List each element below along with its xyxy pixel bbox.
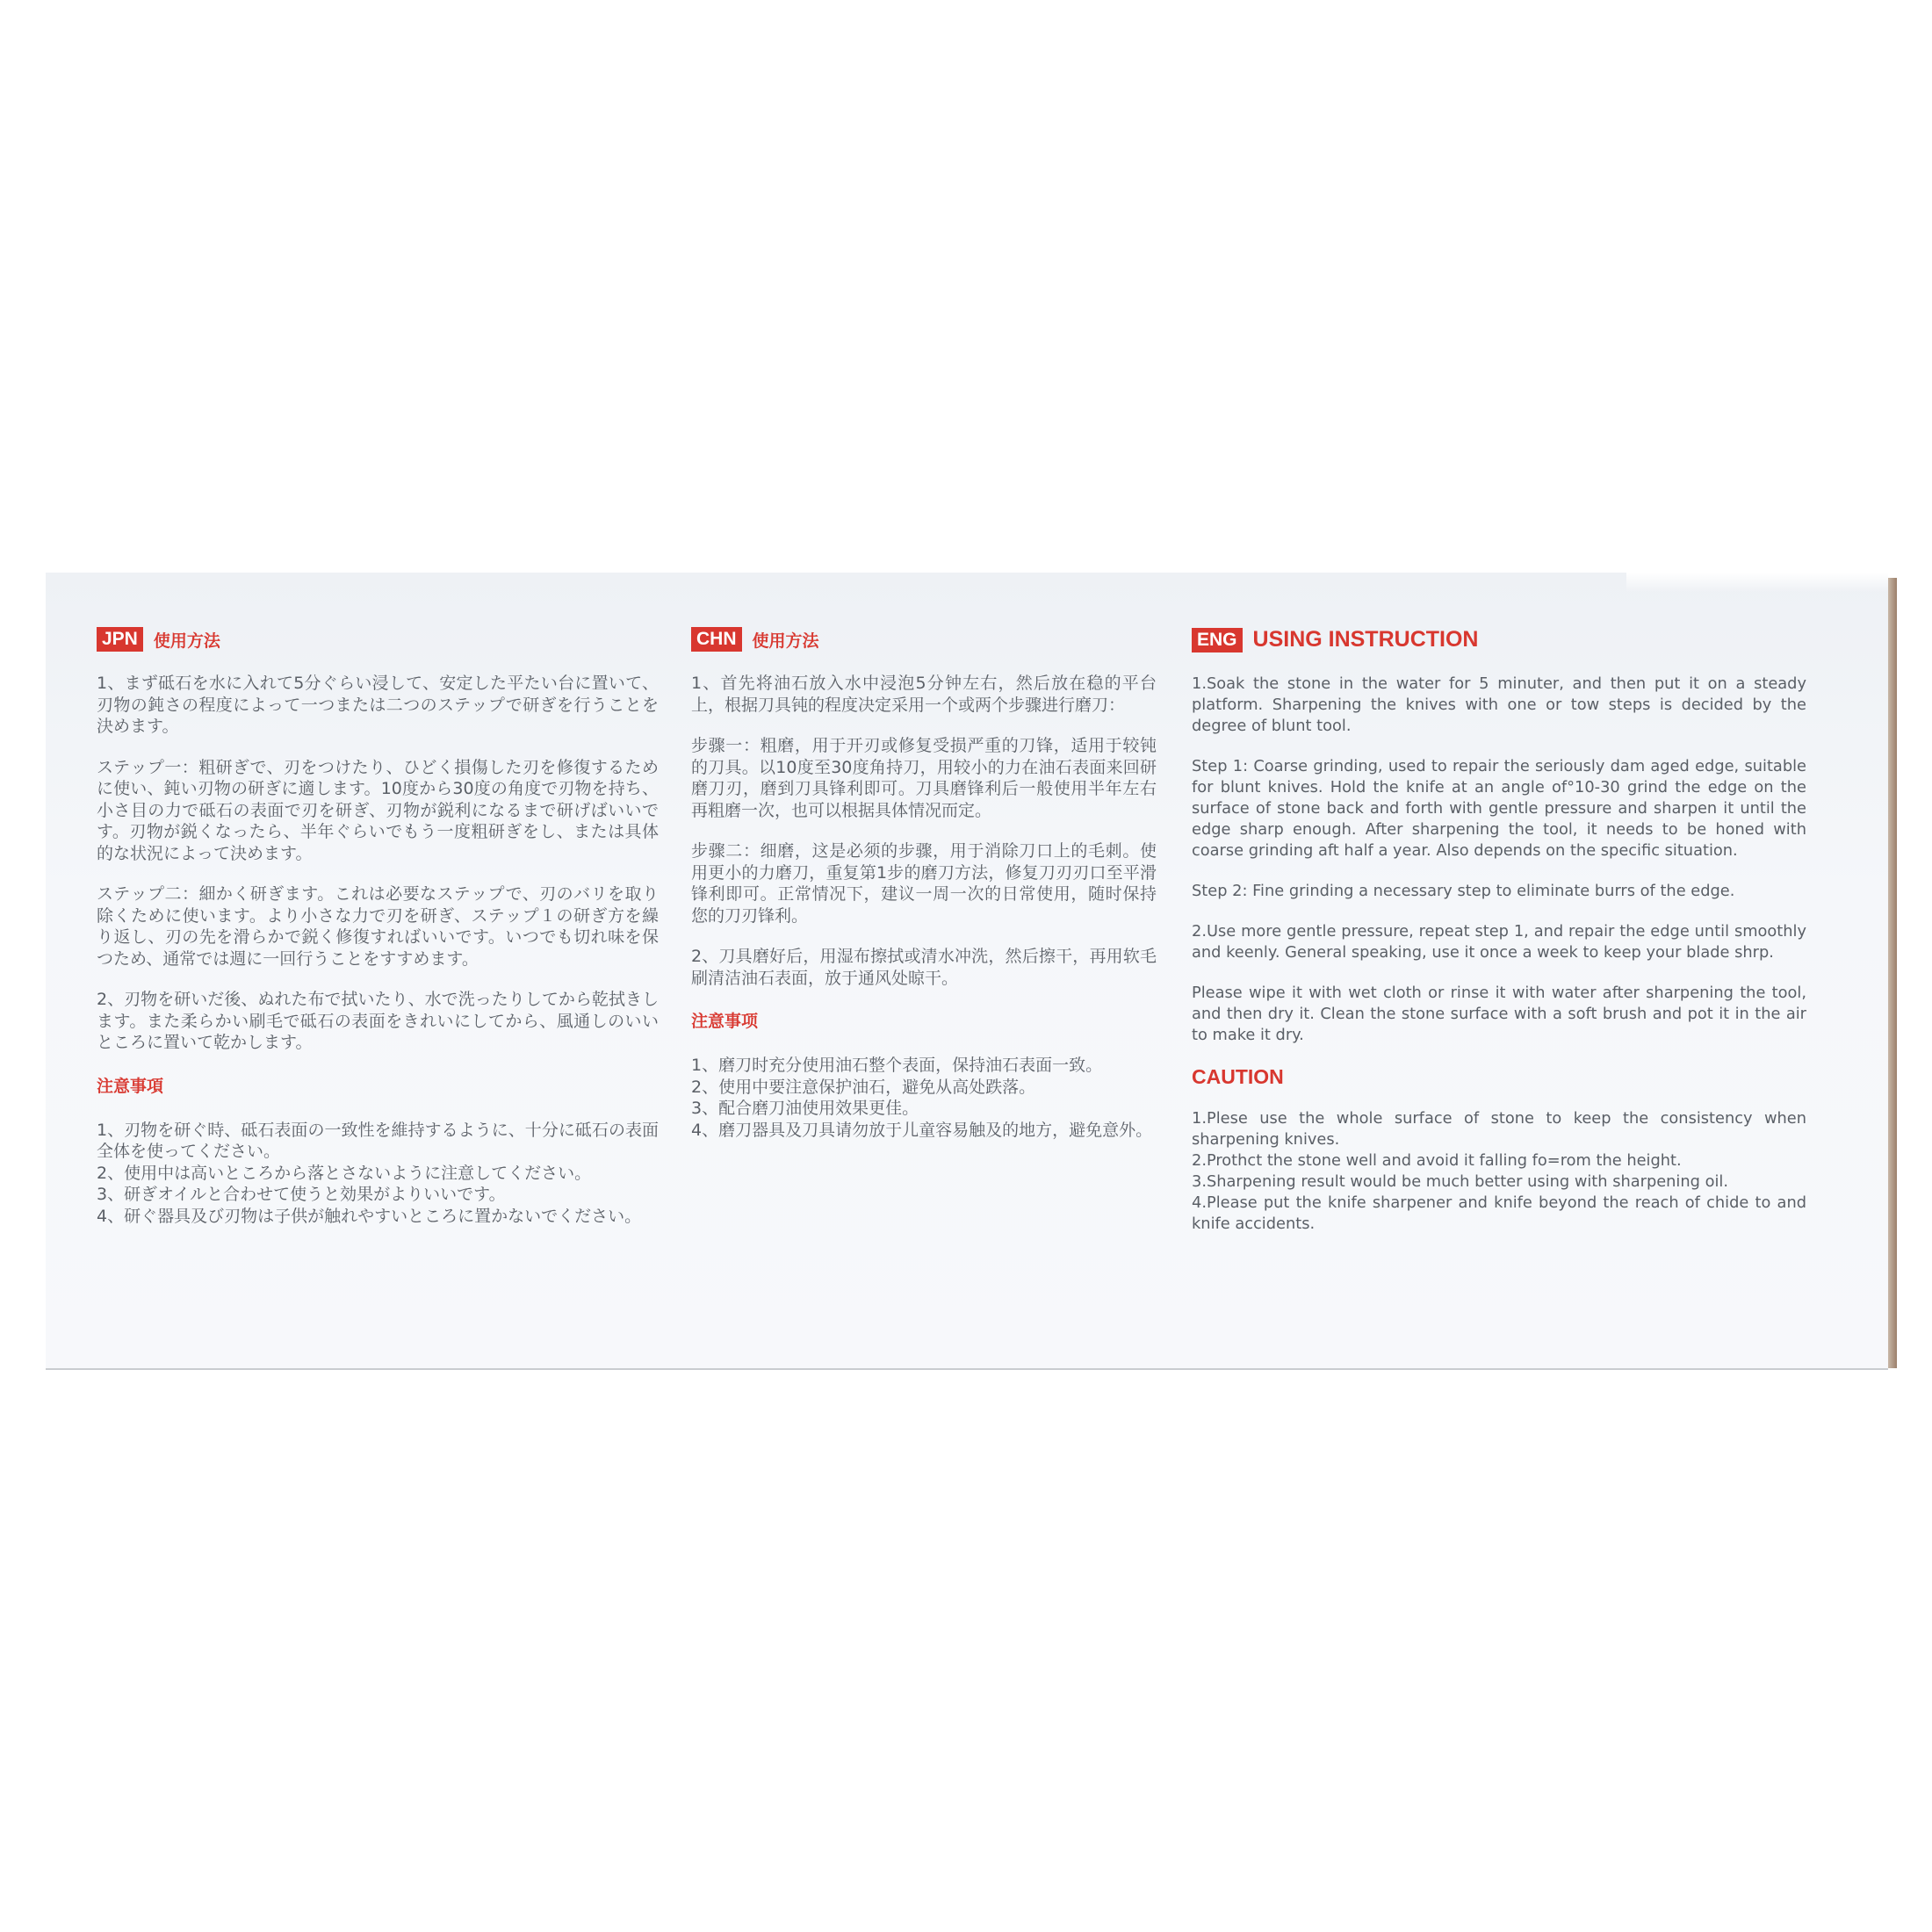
jpn-caution-title: 注意事項	[97, 1076, 164, 1096]
jpn-language-tag: JPN	[97, 627, 143, 652]
eng-header	[1192, 627, 1806, 652]
jpn-header	[97, 627, 659, 652]
panel-side-edge	[1888, 578, 1897, 1368]
chn-title: 使用方法	[752, 631, 819, 651]
chn-caution-item: 3、配合磨刀油使用效果更佳。	[691, 1099, 919, 1118]
eng-caution-item: 4.Please put the knife sharpener and knife beyond the reach of chide to and knife accidents.	[1192, 1193, 1806, 1233]
eng-paragraph: 2.Use more gentle pressure, repeat step 1, and repair the edge until smoothly and keenly. General speaking, use it once a week to keep your blade shrp.	[1192, 922, 1806, 962]
chn-paragraph: 步骤一：粗磨，用于开刃或修复受损严重的刀锋，适用于较钝的刀具。以10度至30度角持刀，用较小的力在油石表面来回研磨刀刃，磨到刀具锋利即可。刀具磨锋利后一般使用半年左右再粗磨一次，也可以根据具体情况而定。	[691, 736, 1157, 820]
jpn-title: 使用方法	[153, 631, 220, 651]
eng-column	[1192, 627, 1806, 1235]
chn-header	[691, 627, 1157, 652]
chn-language-tag: CHN	[691, 627, 742, 652]
jpn-caution-item: 4、研ぐ器具及び刃物は子供が触れやすいところに置かないでください。	[97, 1206, 642, 1226]
eng-paragraph: 1.Soak the stone in the water for 5 minuter, and then put it on a steady platform. Sharpening the knives with one or tow steps is decided by the degree of blunt tool.	[1192, 674, 1806, 735]
jpn-column	[97, 627, 659, 1227]
eng-caution-item: 2.Prothct the stone well and avoid it falling fo=rom the height.	[1192, 1151, 1682, 1170]
eng-caution-item: 1.Plese use the whole surface of stone to keep the consistency when sharpening knives.	[1192, 1109, 1806, 1149]
chn-caution-item: 4、磨刀器具及刀具请勿放于儿童容易触及的地方，避免意外。	[691, 1120, 1153, 1140]
jpn-caution-item: 3、研ぎオイルと合わせて使うと効果がよりいいです。	[97, 1185, 506, 1204]
eng-paragraph: Please wipe it with wet cloth or rinse it with water after sharpening the tool, and then dry it. Clean the stone surface with a soft brush and pot it in the air to make it dry.	[1192, 984, 1806, 1044]
eng-caution-title: CAUTION	[1192, 1065, 1284, 1088]
jpn-caution-item: 2、使用中は高いところから落とさないように注意してください。	[97, 1163, 592, 1183]
eng-title: USING INSTRUCTION	[1252, 627, 1479, 652]
chn-caution-item: 2、使用中要注意保护油石，避免从高处跌落。	[691, 1077, 1036, 1097]
chn-column	[691, 627, 1157, 1141]
jpn-paragraph: ステップ二：細かく研ぎます。これは必要なステップで、刃のバリを取り除くために使います。より小さな力で刃を研ぎ、ステップ１の研ぎ方を繰り返し、刃の先を滑らかで鋭く修復すればいいです。いつでも切れ味を保つため、通常では週に一回行うことをすすめます。	[97, 884, 659, 969]
chn-paragraph: 步骤二：细磨，这是必须的步骤，用于消除刀口上的毛刺。使用更小的力磨刀，重复第1步的磨刀方法，修复刀刃刃口至平滑锋利即可。正常情况下，建议一周一次的日常使用，随时保持您的刀刃锋利。	[691, 841, 1157, 926]
chn-paragraph: 1、首先将油石放入水中浸泡5分钟左右，然后放在稳的平台上，根据刀具钝的程度决定采用一个或两个步骤进行磨刀：	[691, 674, 1157, 715]
chn-paragraph: 2、刀具磨好后，用湿布擦拭或清水冲洗，然后擦干，再用软毛刷清洁油石表面，放于通风处晾干。	[691, 947, 1157, 988]
eng-language-tag: ENG	[1192, 628, 1243, 652]
chn-caution-item: 1、磨刀时充分使用油石整个表面，保持油石表面一致。	[691, 1056, 1103, 1075]
jpn-paragraph: ステップ一：粗研ぎで、刃をつけたり、ひどく損傷した刃を修復するために使い、鈍い刃物の研ぎに適します。10度から30度の角度で刃物を持ち、小さ目の力で砥石の表面で刃を研ぎ、刃物が鋭利になるまで研げばいいです。刃物が鋭くなったら、半年ぐらいでもう一度粗研ぎをし、または具体的な状況によって決めます。	[97, 757, 659, 863]
jpn-paragraph: 2、刃物を研いだ後、ぬれた布で拭いたり、水で洗ったりしてから乾拭きします。また柔らかい刷毛で砥石の表面をきれいにしてから、風通しのいいところに置いて乾かします。	[97, 990, 659, 1052]
eng-caution-item: 3.Sharpening result would be much better using with sharpening oil.	[1192, 1172, 1728, 1191]
panel-highlight	[1626, 573, 1888, 592]
eng-paragraph: Step 2: Fine grinding a necessary step to eliminate burrs of the edge.	[1192, 882, 1735, 900]
eng-paragraph: Step 1: Coarse grinding, used to repair the seriously dam aged edge, suitable for blunt knives. Hold the knife at an angle of°10-30 grind the edge on the surface of stone back and forth with gentle pressure and sharpen it until the edge sharp enough. After sharpening the tool, it needs to be honed with coarse grinding aft half a year. Also depends on the specific situation.	[1192, 757, 1806, 860]
chn-caution-title: 注意事项	[691, 1012, 759, 1031]
jpn-paragraph: 1、まず砥石を水に入れて5分ぐらい浸して、安定した平たい台に置いて、刃物の鈍さの程度によって一つまたは二つのステップで研ぎを行うことを決めます。	[97, 674, 659, 736]
jpn-caution-item: 1、刃物を研ぐ時、砥石表面の一致性を維持するように、十分に砥石の表面全体を使ってください。	[97, 1120, 659, 1161]
instruction-panel	[46, 573, 1888, 1368]
